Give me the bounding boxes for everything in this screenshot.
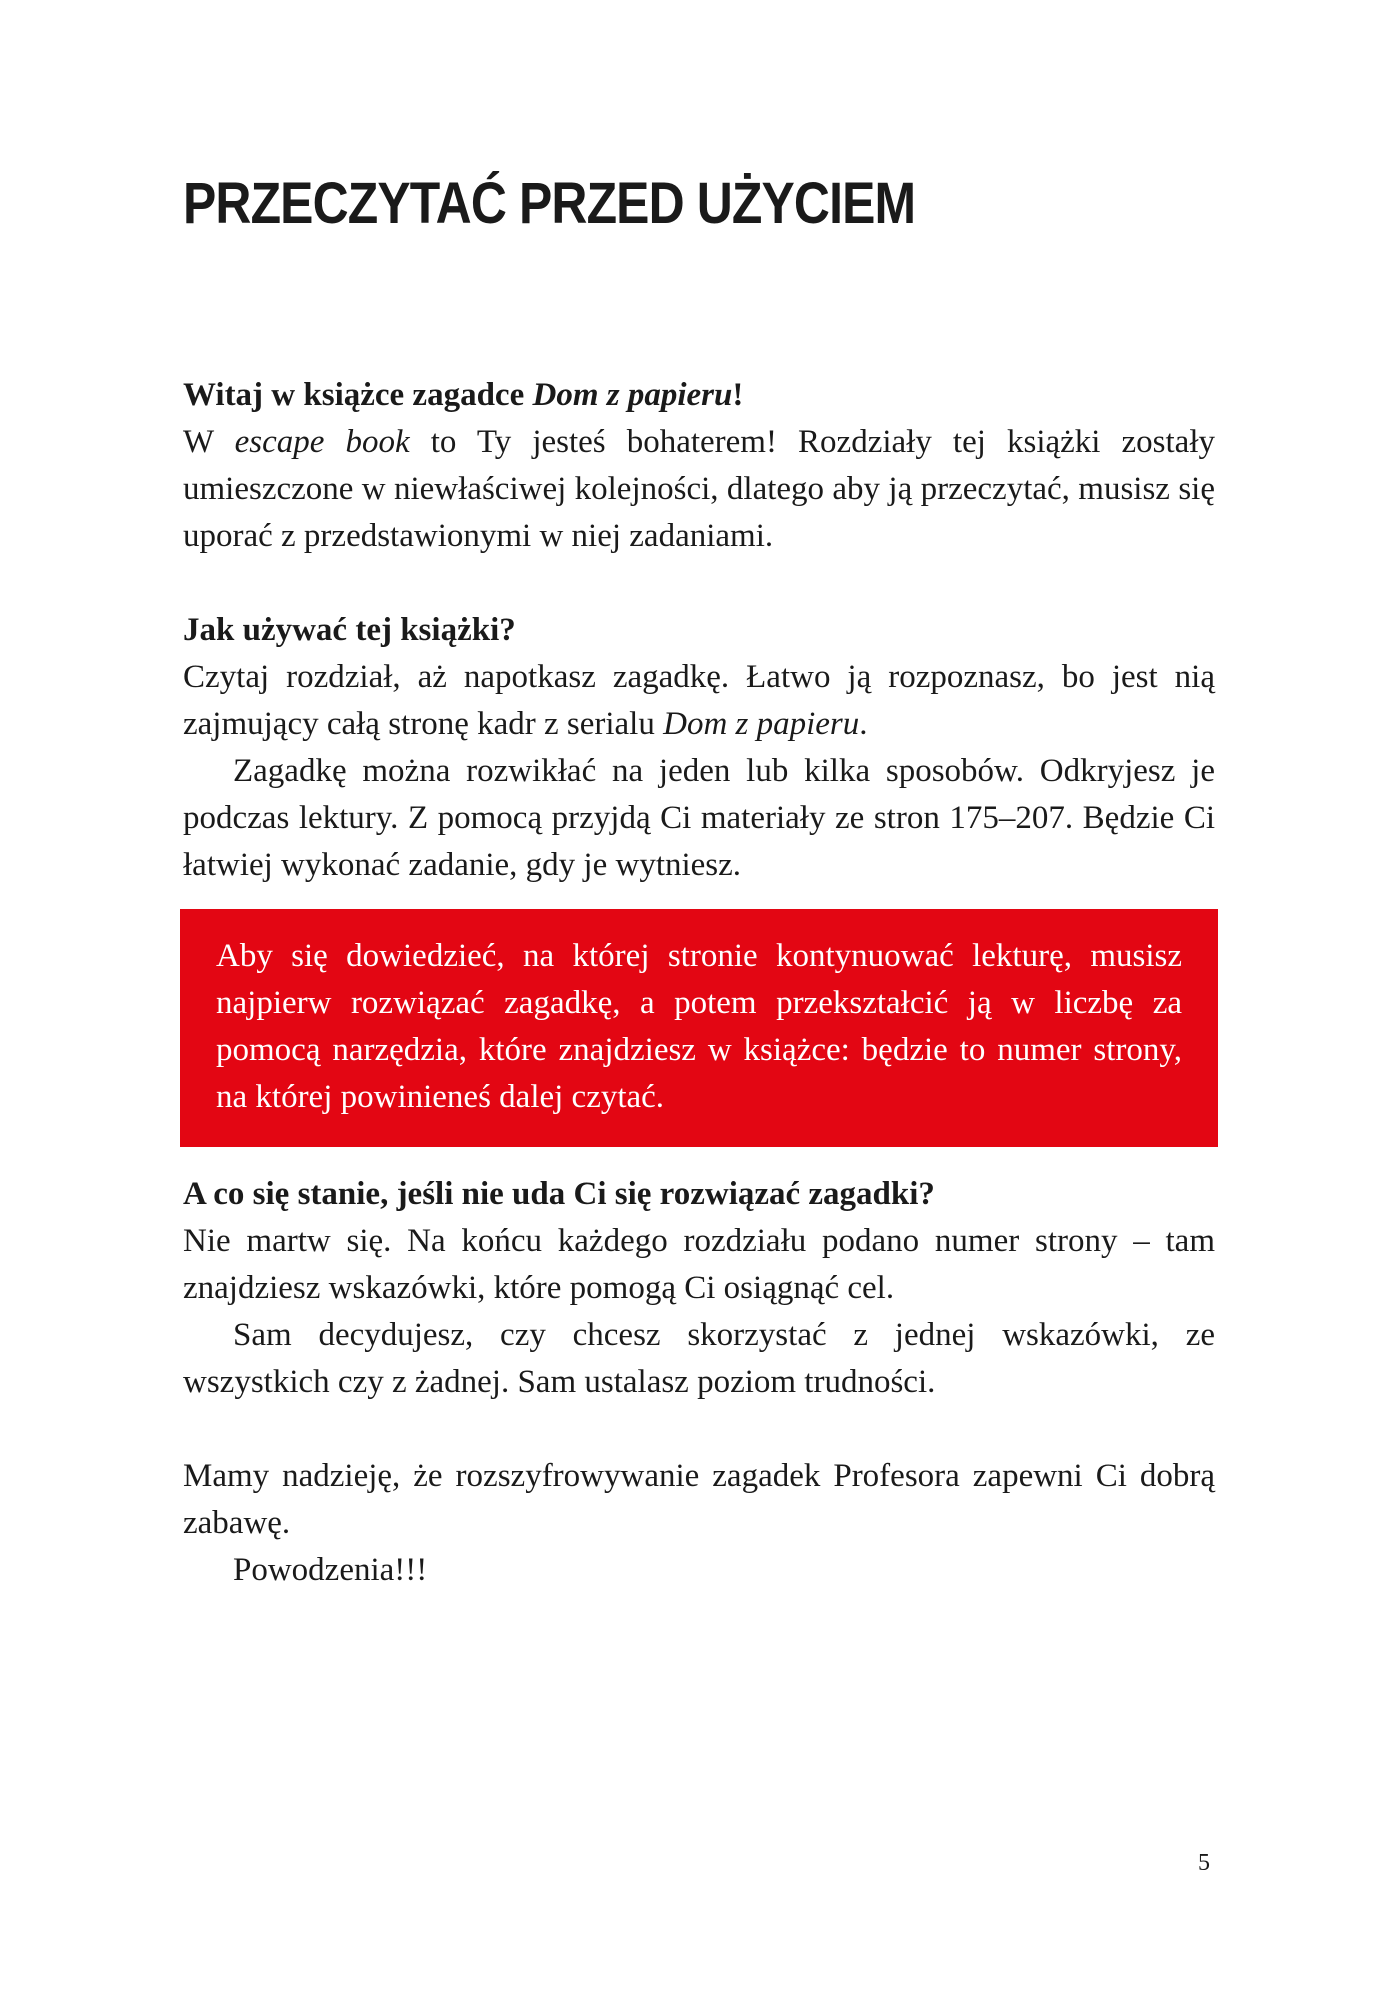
series-title: Dom z papieru [663,706,860,742]
fail-paragraph-2: Sam decydujesz, czy chcesz skorzystać z jednej wskazówki, ze wszystkich czy z żadnej. Sam ustalasz poziom trudności. [183,1317,1215,1400]
page-content [183,372,1215,1594]
welcome-text: to Ty jesteś bohaterem! Rozdziały tej książki zostały umieszczone w niewłaściwej kolejności, dlatego aby ją przeczytać, musisz się uporać z przedstawionymi w niej zadaniami. [183,424,1215,554]
howto-period: . [859,706,868,742]
book-title: Dom z papieru [532,377,733,413]
welcome-heading-exclaim: ! [732,377,744,413]
howto-paragraph-1 [183,654,1215,748]
howto-paragraph-2: Zagadkę można rozwikłać na jeden lub kilka sposobów. Odkryjesz je podczas lektury. Z pomocą przyjdą Ci materiały ze stron 175–207. Będzie Ci łatwiej wykonać zadanie, gdy je wytniesz. [183,753,1215,883]
escape-book-term: escape book [234,424,410,460]
closing-wish: Powodzenia!!! [233,1552,428,1588]
howto-heading: Jak używać tej książki? [183,612,516,648]
welcome-w: W [183,424,235,460]
welcome-heading [183,372,1215,419]
welcome-heading-text: Witaj w książce zagadce [183,377,533,413]
fail-paragraph-1: Nie martw się. Na końcu każdego rozdziału podano numer strony – tam znajdziesz wskazówki, które pomogą Ci osiągnąć cel. [183,1223,1215,1306]
page-title: PRZECZYTAĆ PRZED UŻYCIEM [183,171,916,236]
welcome-paragraph [183,419,1215,560]
fail-heading: A co się stanie, jeśli nie uda Ci się rozwiązać zagadki? [183,1176,935,1212]
page-number: 5 [1198,1850,1210,1876]
closing-paragraph: Mamy nadzieję, że rozszyfrowywanie zagadek Profesora zapewni Ci dobrą zabawę. [183,1458,1215,1541]
howto-text: Czytaj rozdział, aż napotkasz zagadkę. Łatwo ją rozpoznasz, bo jest nią zajmujący całą stronę kadr z serialu [183,659,1215,742]
callout-text: Aby się dowiedzieć, na której stronie kontynuować lekturę, musisz najpierw rozwiązać zagadkę, a potem przekształcić ją w liczbę za pomocą narzędzia, które znajdziesz w książce: będzie to numer strony, na której powinieneś dalej czytać. [216,938,1182,1115]
instruction-callout [180,909,1218,1147]
